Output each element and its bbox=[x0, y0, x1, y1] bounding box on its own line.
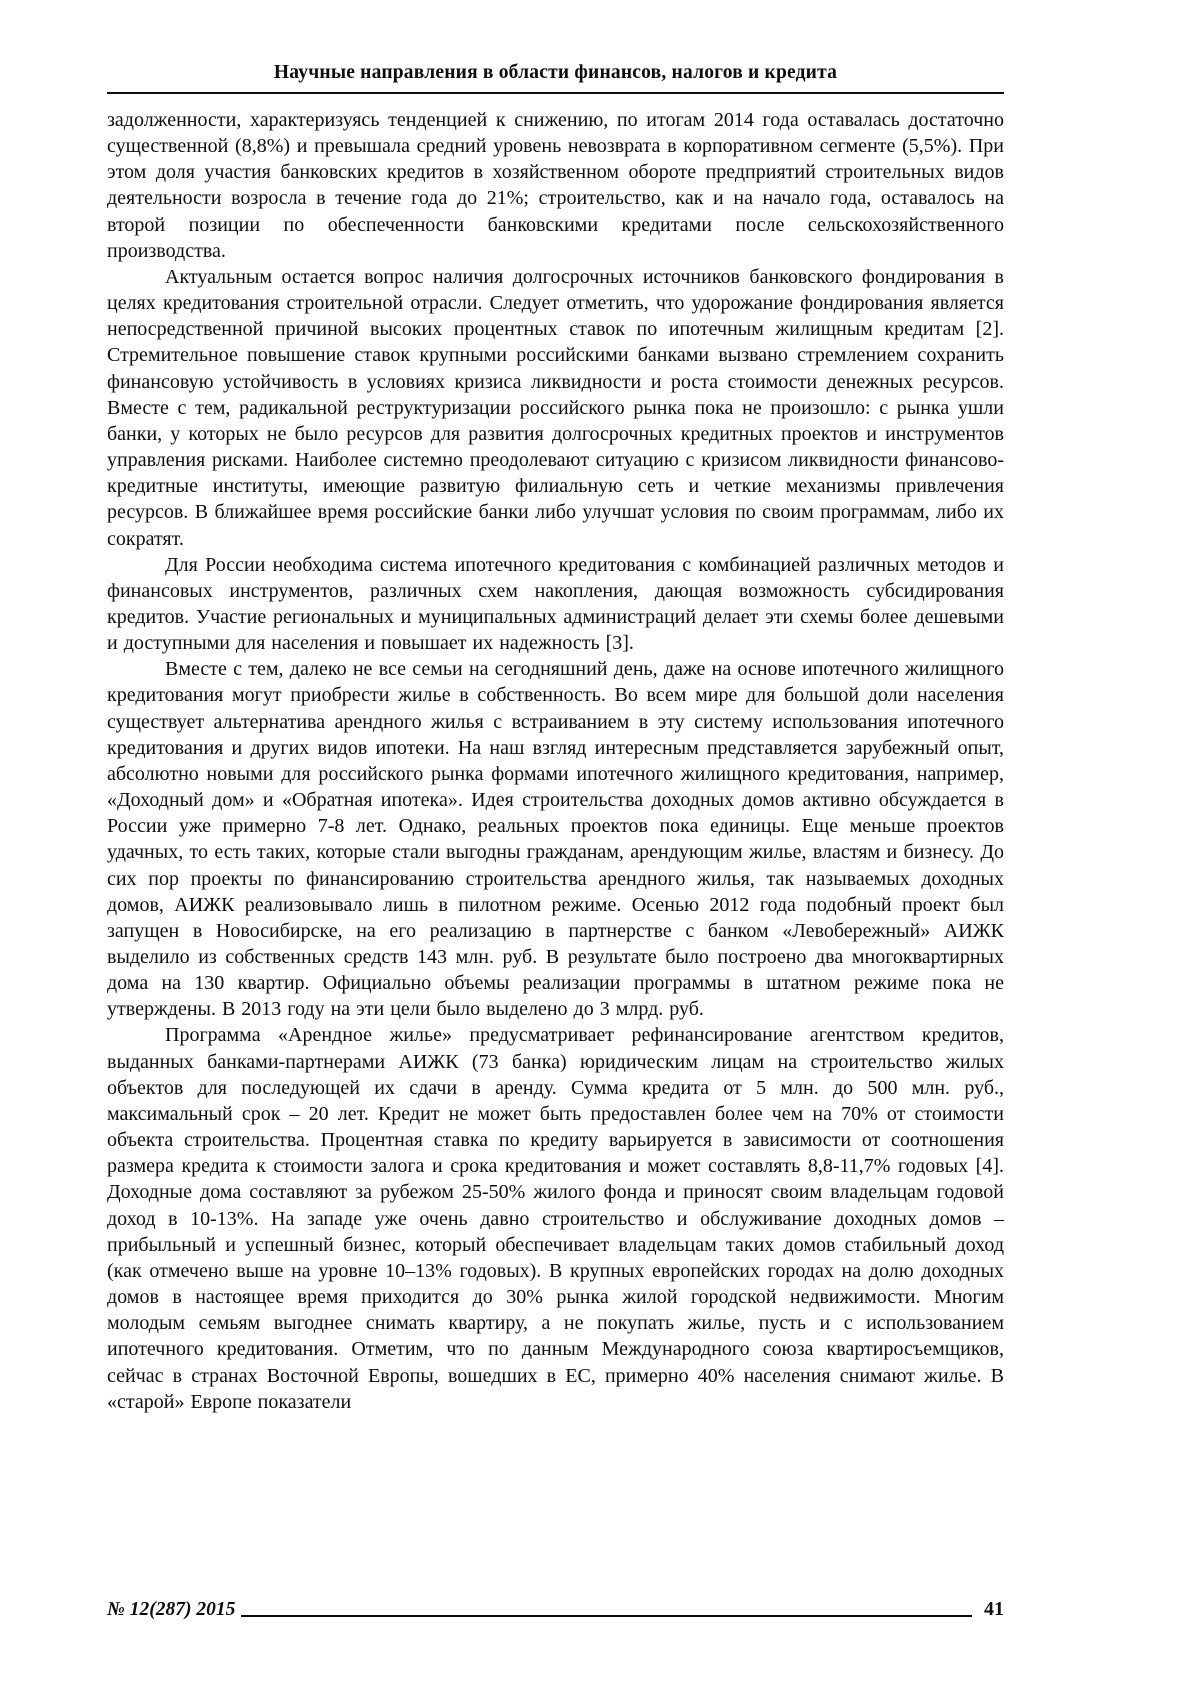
article-body bbox=[107, 107, 1004, 1415]
footer-rule bbox=[241, 1615, 972, 1617]
paragraph: Вместе с тем, далеко не все семьи на сегодняшний день, даже на основе ипотечного жилищного кредитования могут приобрести жилье в собственность. Во всем мире для большой доли населения существует альтернатива арендного жилья с встраиванием в эту систему использования ипотечного кредитования и других видов ипотеки. На наш взгляд интересным представляется зарубежный опыт, абсолютно новыми для российского рынка формами ипотечного жилищного кредитования, например, «Доходный дом» и «Обратная ипотека». Идея строительства доходных домов активно обсуждается в России уже примерно 7-8 лет. Однако, реальных проектов пока единицы. Еще меньше проектов удачных, то есть таких, которые стали выгодны гражданам, арендующим жилье, властям и бизнесу. До сих пор проекты по финансированию строительства арендного жилья, так называемых доходных домов, АИЖК реализовывало лишь в пилотном режиме. Осенью 2012 года подобный проект был запущен в Новосибирске, на его реализацию в партнерстве с банком «Левобережный» АИЖК выделило из собственных средств 143 млн. руб. В результате было построено два многоквартирных дома на 130 квартир. Официально объемы реализации программы в штатном режиме пока не утверждены. В 2013 году на эти цели было выделено до 3 млрд. руб. bbox=[107, 658, 1004, 1021]
paragraph: задолженности, характеризуясь тенденцией к снижению, по итогам 2014 года оставалась достаточно существенной (8,8%) и превышала средний уровень невозврата в корпоративном сегменте (5,5%). При этом доля участия банковских кредитов в хозяйственном обороте предприятий строительных видов деятельности возросла в течение года до 21%; строительство, как и на начало года, оставалось на второй позиции по обеспеченности банковскими кредитами после сельскохозяйственного производства. bbox=[107, 109, 1004, 262]
paragraph: Для России необходима система ипотечного кредитования с комбинацией различных методов и финансовых инструментов, различных схем накопления, дающая возможность субсидирования кредитов. Участие региональных и муниципальных администраций делает эти схемы более дешевыми и доступными для населения и повышает их надежность [3]. bbox=[107, 553, 1004, 655]
page-header-title: Научные направления в области финансов, налогов и кредита bbox=[107, 62, 1004, 94]
page-footer bbox=[107, 1598, 1004, 1621]
paragraph: Программа «Арендное жилье» предусматривает рефинансирование агентством кредитов, выданных банками-партнерами АИЖК (73 банка) юридическим лицам на строительство жилых объектов для последующей их сдачи в аренду. Сумма кредита от 5 млн. до 500 млн. руб., максимальный срок – 20 лет. Кредит не может быть предоставлен более чем на 70% от стоимости объекта строительства. Процентная ставка по кредиту варьируется в зависимости от соотношения размера кредита к стоимости залога и срока кредитования и может составлять 8,8-11,7% годовых [4]. Доходные дома составляют за рубежом 25-50% жилого фонда и приносят своим владельцам годовой доход в 10-13%. На западе уже очень давно строительство и обслуживание доходных домов – прибыльный и успешный бизнес, который обеспечивает владельцам таких домов стабильный доход (как отмечено выше на уровне 10–13% годовых). В крупных европейских городах на долю доходных домов в настоящее время приходится до 30% рынка жилой городской недвижимости. Многим молодым семьям выгоднее снимать квартиру, а не покупать жилье, пусть и с использованием ипотечного кредитования. Отметим, что по данным Международного союза квартиросъемщиков, сейчас в странах Восточной Европы, вошедших в ЕС, примерно 40% населения снимают жилье. В «старой» Европе показатели bbox=[107, 1024, 1004, 1413]
paragraph: Актуальным остается вопрос наличия долгосрочных источников банковского фондирования в целях кредитования строительной отрасли. Следует отметить, что удорожание фондирования является непосредственной причиной высоких процентных ставок по ипотечным жилищным кредитам [2]. Стремительное повышение ставок крупными российскими банками вызвано стремлением сохранить финансовую устойчивость в условиях кризиса ликвидности и роста стоимости денежных ресурсов. Вместе с тем, радикальной реструктуризации российского рынка пока не произошло: с рынка ушли банки, у которых не было ресурсов для развития долгосрочных кредитных проектов и инструментов управления рисками. Наиболее системно преодолевают ситуацию с кризисом ликвидности финансово-кредитные институты, имеющие развитую филиальную сеть и четкие механизмы привлечения ресурсов. В ближайшее время российские банки либо улучшат условия по своим программам, либо их сократят. bbox=[107, 265, 1004, 550]
footer-page-number: 41 bbox=[984, 1598, 1004, 1620]
footer-issue-label: № 12(287) 2015 bbox=[107, 1599, 236, 1620]
